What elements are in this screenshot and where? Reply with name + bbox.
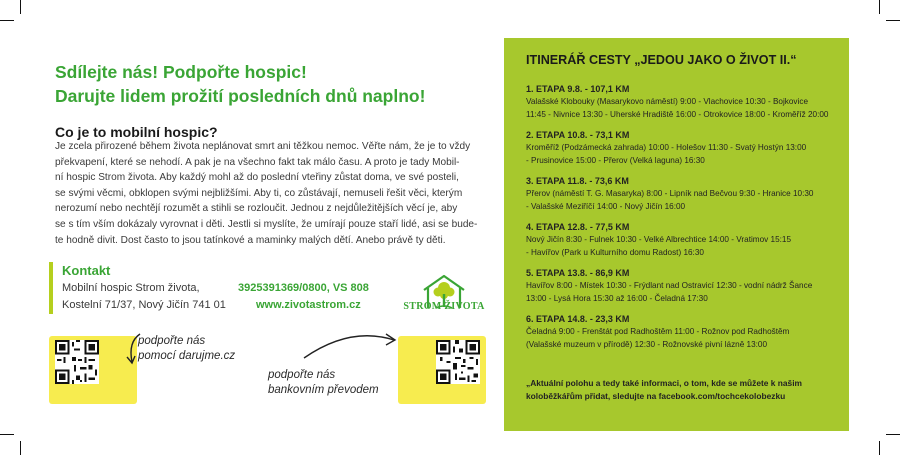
bank-caption (268, 368, 379, 398)
headline-line-1: Sdílejte nás! Podpořte hospic! (55, 62, 307, 82)
stage-route-line: (Valašské muzeum v přírodě) 12:30 - Rožnovské pivní lázně 13:00 (526, 339, 768, 349)
about-text-line: Je zcela přirozené během života neplánovat smrt ani těžkou nemoc. Věřte nám, že je to vždy (55, 141, 471, 152)
crop-mark (20, 441, 21, 455)
stage-route-line: - Prusinovice 15:00 - Přerov (Velká laguna) 16:30 (526, 155, 705, 165)
itinerary-stage (526, 129, 846, 167)
stage-route-line: - Havířov (Park u Kulturního domu Radost) 16:30 (526, 247, 704, 257)
crop-mark (0, 434, 14, 435)
crop-mark (879, 0, 880, 14)
stage-route-line: Čeladná 9:00 - Frenštát pod Radhoštěm 11:00 - Rožnov pod Radhoštěm (526, 327, 790, 336)
itinerary-note (526, 377, 836, 402)
stage-title: 6. ETAPA 14.8. - 23,3 KM (526, 314, 630, 324)
stage-route-line: Valašské Klobouky (Masarykovo náměstí) 9:00 - Vlachovice 10:30 - Bojkovice (526, 97, 808, 106)
itinerary-stage (526, 313, 846, 351)
stage-title: 2. ETAPA 10.8. - 73,1 KM (526, 130, 630, 140)
itinerary-panel (504, 38, 849, 431)
itinerary-stage (526, 221, 846, 259)
qr-code-icon (436, 340, 480, 384)
itinerary-stage (526, 83, 846, 121)
darujme-caption-line-1: podpořte nás (138, 335, 206, 347)
stage-title: 1. ETAPA 9.8. - 107,1 KM (526, 84, 630, 94)
about-text (55, 139, 487, 248)
itinerary-note-line-2: koloběžkářům přidat, sledujte na facebook.com/tochcekolobezku (526, 390, 786, 401)
tree-house-icon (402, 262, 486, 322)
itinerary-stage (526, 175, 846, 213)
curved-arrow-icon (124, 332, 144, 368)
stage-route-line: Nový Jičín 8:30 - Fulnek 10:30 - Velké Albrechtice 14:00 - Vratimov 15:15 (526, 235, 792, 244)
stage-route-line: Přerov (náměstí T. G. Masaryka) 8:00 - Lipník nad Bečvou 9:30 - Hranice 10:30 (526, 189, 814, 198)
contact-name: Mobilní hospic Strom života, (62, 282, 200, 294)
itinerary-stage (526, 267, 846, 305)
about-text-line: překvapení, které se nehodí. A pak je na všechno fakt tak málo času. A proto je tady Mobil- (55, 156, 460, 168)
stage-route-line: Kroměříž (Podzámecká zahrada) 10:00 - Holešov 11:30 - Svatý Hostýn 13:00 (526, 143, 807, 152)
website-link[interactable]: www.zivotastrom.cz (256, 299, 361, 311)
stage-route-line: - Valašské Meziříčí 14:00 - Nový Jičín 16:00 (526, 201, 686, 211)
stage-route-line: 13:00 - Lysá Hora 15:30 až 16:00 - Čeladná 17:30 (526, 293, 708, 303)
about-title: Co je to mobilní hospic? (55, 124, 218, 140)
about-text-line: te hodně divit. Dost často to jsou tatínkové a maminky malých dětí. Anebo právě ty děti. (55, 234, 446, 246)
about-text-line: se s tím vším dokázaly vyrovnat i děti. Jestli si myslíte, že umírají pouze staří lidé, asi se bude- (55, 218, 478, 230)
contact-title: Kontakt (62, 263, 111, 278)
about-text-line: ní hospic Strom života. Aby každý mohl až do poslední vteřiny zůstat doma, ve své posteli, (55, 172, 459, 184)
logo-text: STROM ŽIVOTA (403, 301, 485, 312)
bank-account: 3925391369/0800, VS 808 (238, 282, 369, 294)
headline (55, 60, 425, 108)
stage-route-line: Havířov 8:00 - Místek 10:30 - Frýdlant nad Ostravicí 12:30 - vodní nádrž Šance (526, 281, 813, 290)
qr-code-icon (55, 340, 99, 384)
itinerary-note-line-1: „Aktuální polohu a tedy také informaci, o tom, kde se můžete k našim (526, 378, 802, 388)
about-text-line: nerozumí nebo nechtějí rozumět a stihli se rozloučit. Jednou z nejdůležitějších věcí je, aby (55, 203, 458, 215)
darujme-caption (138, 334, 235, 364)
headline-line-2: Darujte lidem prožití posledních dnů naplno! (55, 86, 426, 106)
about-text-line: se svými věcmi, obklopen svými nejbližšími. Aby ti, co zůstávají, nemuseli řešit věci, kterým (55, 187, 463, 199)
darujme-caption-line-2: pomocí darujme.cz (138, 350, 236, 362)
bank-qr-card[interactable] (398, 336, 486, 404)
crop-mark (20, 0, 21, 14)
curved-arrow-icon (300, 326, 400, 362)
itinerary-title: ITINERÁŘ CESTY „JEDOU JAKO O ŽIVOT II.“ (526, 53, 797, 67)
stage-title: 3. ETAPA 11.8. - 73,6 KM (526, 176, 629, 186)
crop-mark (0, 20, 14, 21)
crop-mark (879, 441, 880, 455)
bank-caption-line-1: podpořte nás (268, 369, 336, 381)
stage-title: 5. ETAPA 13.8. - 86,9 KM (526, 268, 630, 278)
bank-caption-line-2: bankovním převodem (268, 384, 379, 396)
stage-title: 4. ETAPA 12.8. - 77,5 KM (526, 222, 630, 232)
stage-route-line: 11:45 - Nivnice 13:30 - Uherské Hradiště 16:00 - Otrokovice 18:00 - Kroměříž 20:00 (526, 109, 829, 119)
crop-mark (886, 434, 900, 435)
contact-address: Kostelní 71/37, Nový Jičín 741 01 (62, 299, 226, 311)
crop-mark (886, 20, 900, 21)
contact-accent-bar (49, 262, 53, 314)
